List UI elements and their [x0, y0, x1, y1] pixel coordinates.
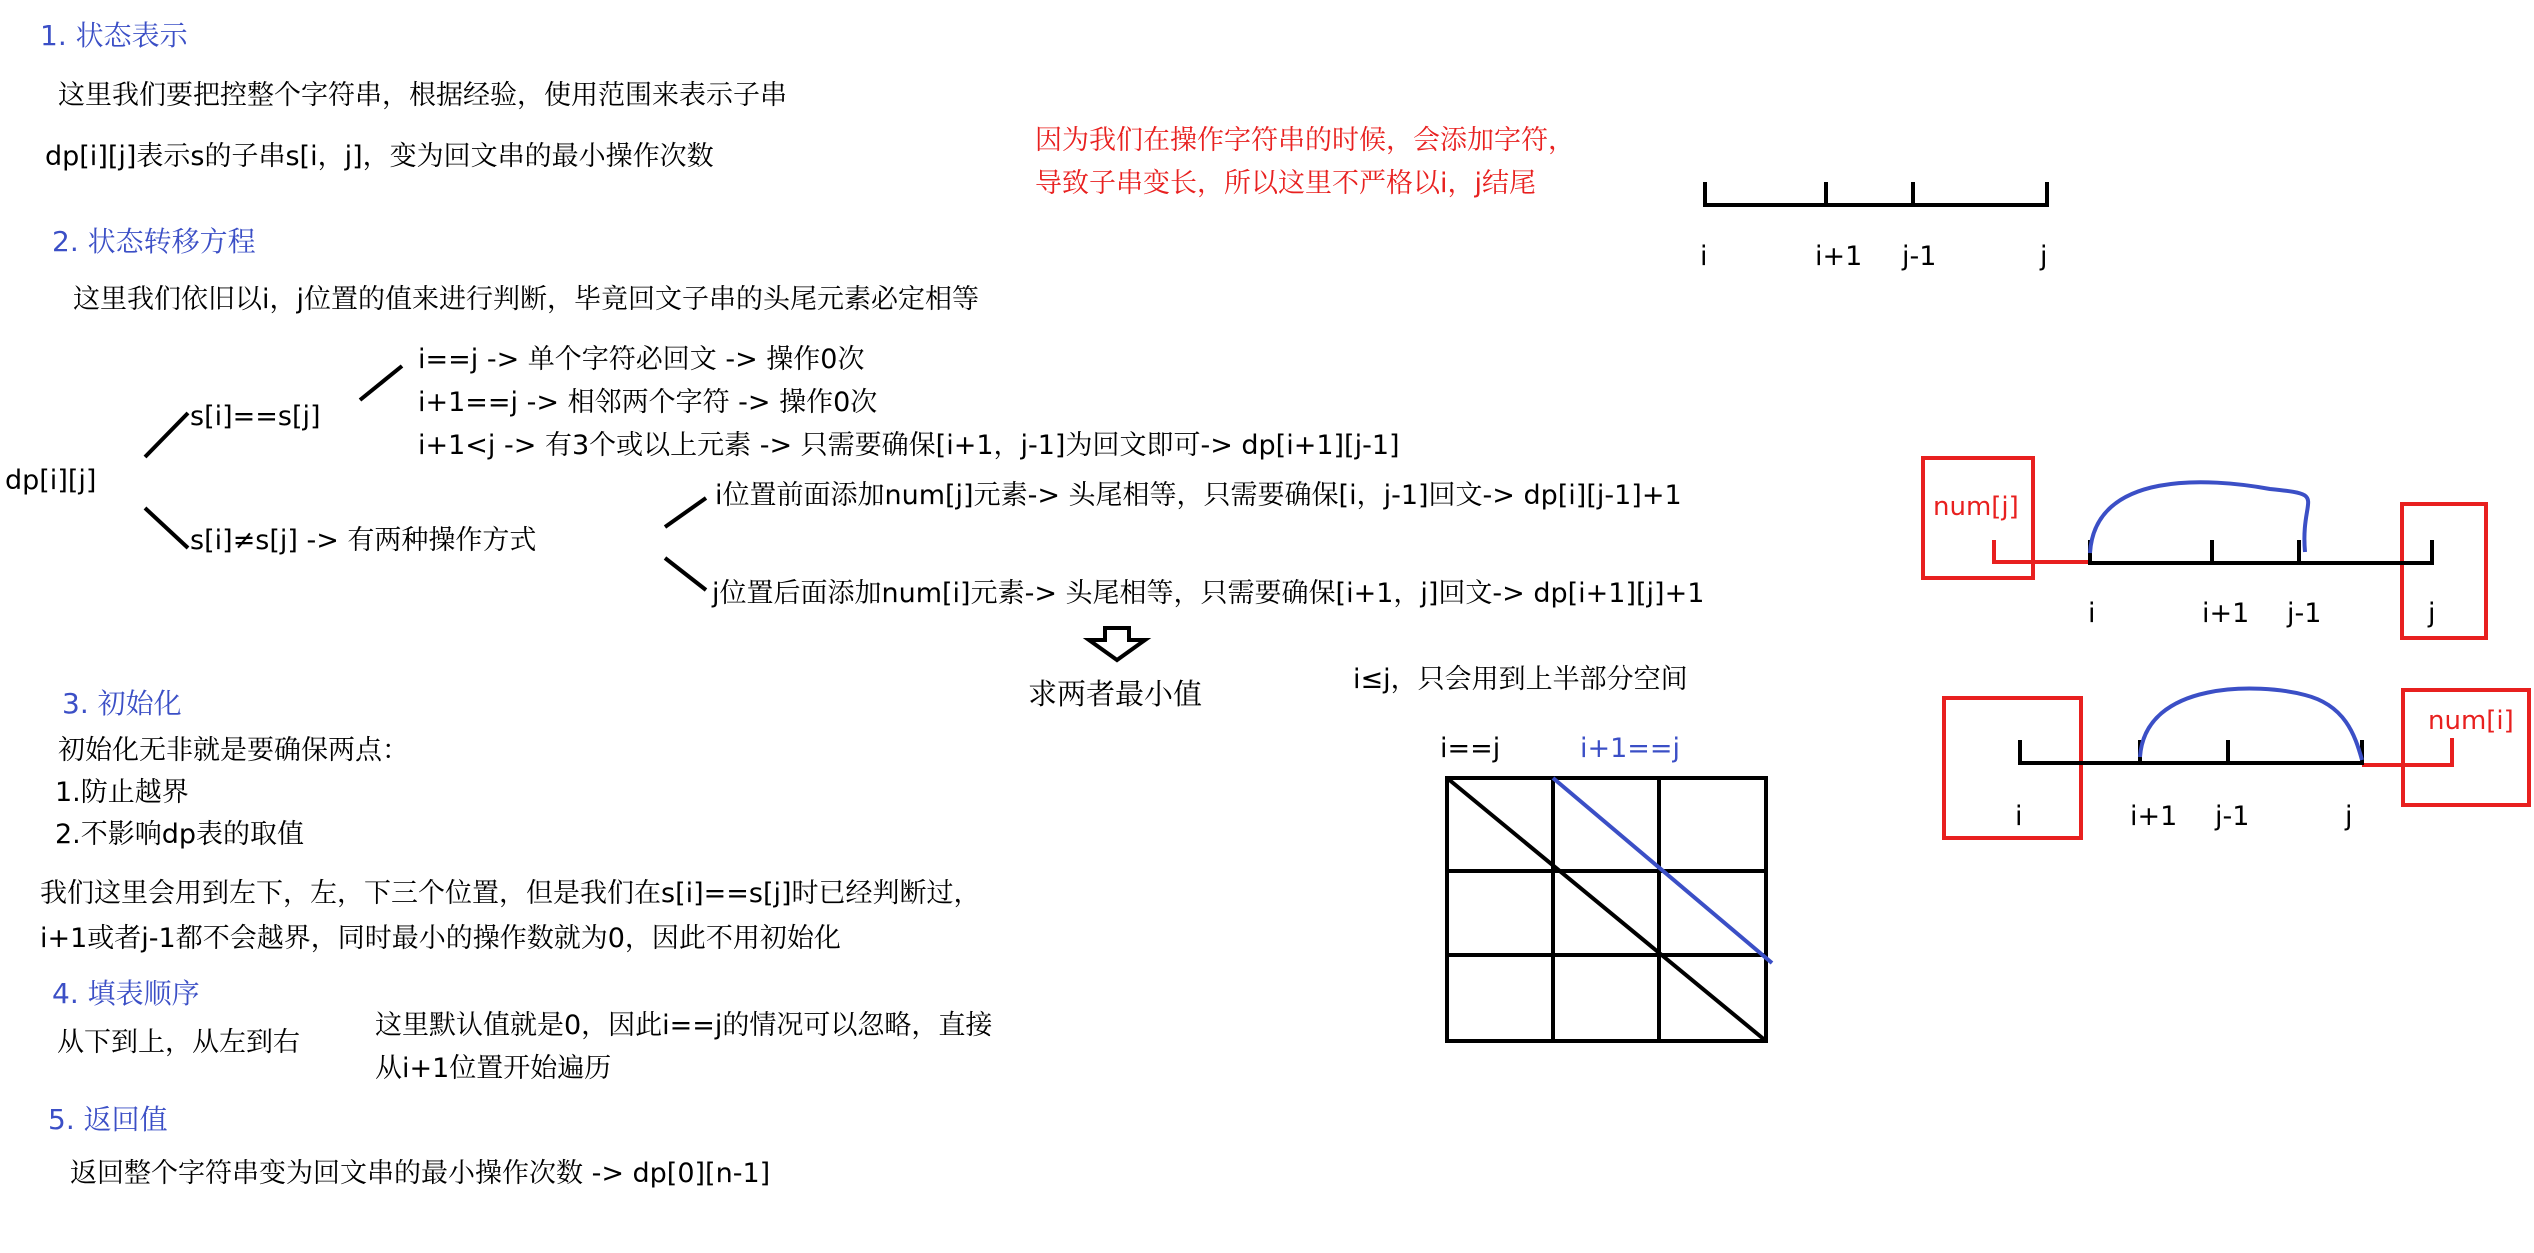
- red-note-line1: 因为我们在操作字符串的时候，会添加字符，: [1035, 125, 1575, 156]
- section-2-line1: 这里我们依旧以i，j位置的值来进行判断，毕竟回文子串的头尾元素必定相等: [73, 284, 980, 315]
- number-line-2: [1923, 458, 2486, 638]
- nl3-label-i1: i+1: [2130, 801, 2178, 832]
- grid-label-diag2: i+1==j: [1580, 733, 1681, 764]
- section-3-line4: 我们这里会用到左下，左，下三个位置，但是我们在s[i]==s[j]时已经判断过，: [40, 878, 981, 909]
- tree-edge-root-eq: [145, 413, 188, 457]
- min-label: 求两者最小值: [1028, 677, 1203, 711]
- section-4-note1: 这里默认值就是0，因此i==j的情况可以忽略，直接: [375, 1010, 993, 1041]
- nl2-arc: [2090, 482, 2308, 553]
- dp-table-grid: [1447, 778, 1772, 1041]
- fill-order: 从下到上，从左到右: [57, 1027, 300, 1058]
- nl1-label-j1: j-1: [1902, 241, 1937, 272]
- section-3-line1: 初始化无非就是要确保两点：: [58, 735, 409, 766]
- tree-edge-root-neq: [145, 508, 188, 548]
- section-1-title: 1. 状态表示: [40, 19, 188, 52]
- nl3-connector: [2362, 738, 2452, 765]
- section-4-note2: 从i+1位置开始遍历: [375, 1053, 612, 1084]
- nl2-connector: [1994, 540, 2090, 562]
- section-3-line5: i+1或者j-1都不会越界，同时最小的操作数就为0，因此不用初始化: [40, 923, 841, 954]
- tree-neq-case1: i位置前面添加num[j]元素-> 头尾相等，只需要确保[i，j-1]回文-> dp[i][j-1]+1: [715, 480, 1682, 511]
- number-line-3: [1944, 689, 2529, 838]
- nl3-arc: [2140, 689, 2362, 760]
- grid-label-diag: i==j: [1440, 733, 1501, 764]
- down-arrow-icon: [1089, 628, 1145, 660]
- nl3-label-i: i: [2015, 801, 2023, 832]
- tree-edge-neq-case1: [665, 498, 706, 527]
- tree-eq-case3: i+1<j -> 有3个或以上元素 -> 只需要确保[i+1，j-1]为回文即可-> dp[i+1][j-1]: [418, 430, 1400, 461]
- nl3-label-j1: j-1: [2215, 801, 2250, 832]
- tree-eq-case1: i==j -> 单个字符必回文 -> 操作0次: [418, 344, 865, 375]
- number-line-1: [1705, 182, 2047, 207]
- nl2-box-right: [2402, 504, 2486, 638]
- grid-main-diagonal: [1447, 778, 1766, 1041]
- nl1-label-j: j: [2040, 241, 2048, 272]
- nl1-label-i1: i+1: [1815, 241, 1863, 272]
- section-1-line1: 这里我们要把控整个字符串，根据经验，使用范围来表示子串: [58, 80, 787, 111]
- grid-title: i≤j，只会用到上半部分空间: [1353, 664, 1688, 695]
- section-3-title: 3. 初始化: [62, 687, 182, 720]
- tree-edge-eq-cases: [360, 366, 402, 400]
- section-4-title: 4. 填表顺序: [52, 977, 200, 1010]
- nl2-box-label: num[j]: [1933, 492, 2019, 522]
- nl2-label-i1: i+1: [2202, 598, 2250, 629]
- tree-root: dp[i][j]: [5, 465, 97, 496]
- tree-edge-neq-case2: [665, 558, 706, 590]
- nl3-box-label: num[i]: [2428, 706, 2514, 736]
- section-2-title: 2. 状态转移方程: [52, 225, 256, 258]
- section-3-line3: 2.不影响dp表的取值: [55, 819, 305, 850]
- nl1-label-i: i: [1700, 241, 1708, 272]
- nl2-label-j1: j-1: [2287, 598, 2322, 629]
- tree-neq-case2: j位置后面添加num[i]元素-> 头尾相等，只需要确保[i+1，j]回文-> dp[i+1][j]+1: [712, 578, 1705, 609]
- tree-eq-branch: s[i]==s[j]: [190, 401, 321, 432]
- red-note-line2: 导致子串变长，所以这里不严格以i，j结尾: [1035, 168, 1537, 199]
- nl3-box-left: [1944, 698, 2081, 838]
- tree-eq-case2: i+1==j -> 相邻两个字符 -> 操作0次: [418, 387, 878, 418]
- nl2-label-i: i: [2088, 598, 2096, 629]
- section-5-title: 5. 返回值: [48, 1103, 168, 1136]
- section-3-line2: 1.防止越界: [55, 777, 189, 808]
- section-5-line1: 返回整个字符串变为回文串的最小操作次数 -> dp[0][n-1]: [70, 1158, 771, 1189]
- nl3-box-right: [2403, 690, 2529, 805]
- section-1-line2: dp[i][j]表示s的子串s[i，j]，变为回文串的最小操作次数: [45, 141, 714, 172]
- tree-neq-branch: s[i]≠s[j] -> 有两种操作方式: [190, 525, 537, 556]
- nl2-label-j: j: [2428, 598, 2436, 629]
- nl3-label-j: j: [2345, 801, 2353, 832]
